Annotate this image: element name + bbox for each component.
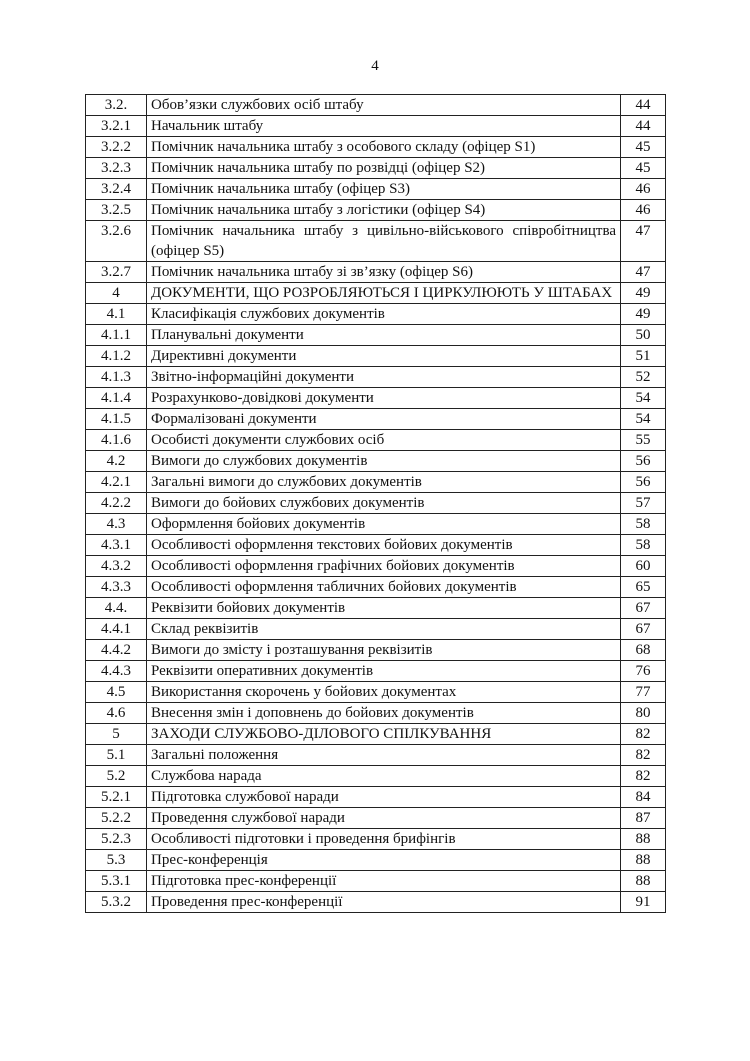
toc-row <box>86 200 666 221</box>
toc-section-number: 3.2.7 <box>86 262 147 283</box>
toc-section-number: 4.4.3 <box>86 661 147 682</box>
toc-section-title: Помічник начальника штабу по розвідці (офіцер S2) <box>147 158 621 179</box>
toc-section-number: 4.5 <box>86 682 147 703</box>
toc-row <box>86 430 666 451</box>
toc-page-number: 57 <box>621 493 666 514</box>
toc-row <box>86 787 666 808</box>
toc-page-number: 44 <box>621 116 666 137</box>
toc-row <box>86 493 666 514</box>
toc-section-number: 5.2 <box>86 766 147 787</box>
toc-section-number: 3.2.1 <box>86 116 147 137</box>
toc-row <box>86 221 666 262</box>
toc-row <box>86 262 666 283</box>
toc-section-title: Особливості оформлення текстових бойових документів <box>147 535 621 556</box>
toc-row <box>86 556 666 577</box>
toc-section-title: Особливості підготовки і проведення брифінгів <box>147 829 621 850</box>
toc-row <box>86 682 666 703</box>
toc-page-number: 50 <box>621 325 666 346</box>
toc-section-title: Помічник начальника штабу зі зв’язку (офіцер S6) <box>147 262 621 283</box>
toc-section-number: 4.1.1 <box>86 325 147 346</box>
toc-page-number: 49 <box>621 283 666 304</box>
toc-section-number: 5.2.2 <box>86 808 147 829</box>
toc-row <box>86 388 666 409</box>
toc-page-number: 49 <box>621 304 666 325</box>
toc-row <box>86 179 666 200</box>
toc-section-title: Використання скорочень у бойових документах <box>147 682 621 703</box>
toc-page-number: 77 <box>621 682 666 703</box>
toc-page-number: 60 <box>621 556 666 577</box>
toc-page-number: 82 <box>621 766 666 787</box>
toc-section-title: Помічник начальника штабу (офіцер S3) <box>147 179 621 200</box>
toc-page-number: 88 <box>621 850 666 871</box>
toc-page-number: 58 <box>621 535 666 556</box>
toc-section-title: Підготовка службової наради <box>147 787 621 808</box>
toc-section-title: Формалізовані документи <box>147 409 621 430</box>
toc-page-number: 47 <box>621 221 666 262</box>
toc-section-number: 5.1 <box>86 745 147 766</box>
toc-section-title: Загальні положення <box>147 745 621 766</box>
toc-section-number: 4.4.1 <box>86 619 147 640</box>
toc-page-number: 54 <box>621 388 666 409</box>
toc-section-title: Розрахунково-довідкові документи <box>147 388 621 409</box>
toc-row <box>86 304 666 325</box>
toc-row <box>86 137 666 158</box>
toc-section-title: Обов’язки службових осіб штабу <box>147 95 621 116</box>
toc-page-number: 55 <box>621 430 666 451</box>
toc-section-title: Начальник штабу <box>147 116 621 137</box>
toc-row <box>86 871 666 892</box>
toc-row <box>86 808 666 829</box>
toc-section-title: Класифікація службових документів <box>147 304 621 325</box>
toc-section-title: Особливості оформлення графічних бойових документів <box>147 556 621 577</box>
toc-section-number: 4.1.6 <box>86 430 147 451</box>
toc-page-number: 67 <box>621 598 666 619</box>
toc-row <box>86 598 666 619</box>
toc-section-number: 4.4.2 <box>86 640 147 661</box>
toc-section-number: 4.2.1 <box>86 472 147 493</box>
toc-section-number: 4.1.2 <box>86 346 147 367</box>
toc-section-title: Реквізити бойових документів <box>147 598 621 619</box>
toc-page-number: 80 <box>621 703 666 724</box>
toc-row <box>86 472 666 493</box>
toc-page-number: 45 <box>621 158 666 179</box>
toc-page-number: 52 <box>621 367 666 388</box>
toc-section-title: Внесення змін і доповнень до бойових документів <box>147 703 621 724</box>
toc-section-title: Проведення службової наради <box>147 808 621 829</box>
toc-row <box>86 724 666 745</box>
toc-section-number: 5.3.1 <box>86 871 147 892</box>
toc-section-title: ЗАХОДИ СЛУЖБОВО-ДІЛОВОГО СПІЛКУВАННЯ <box>147 724 621 745</box>
toc-row <box>86 346 666 367</box>
toc-row <box>86 703 666 724</box>
toc-section-number: 4.1.3 <box>86 367 147 388</box>
toc-page-number: 91 <box>621 892 666 913</box>
toc-section-title: ДОКУМЕНТИ, ЩО РОЗРОБЛЯЮТЬСЯ І ЦИРКУЛЮЮТЬ У ШТАБАХ <box>147 283 621 304</box>
toc-section-title: Загальні вимоги до службових документів <box>147 472 621 493</box>
toc-section-number: 4.1.4 <box>86 388 147 409</box>
toc-section-number: 3.2. <box>86 95 147 116</box>
toc-row <box>86 829 666 850</box>
toc-row <box>86 745 666 766</box>
toc-row <box>86 640 666 661</box>
toc-page-number: 88 <box>621 871 666 892</box>
toc-page-number: 47 <box>621 262 666 283</box>
toc-page-number: 82 <box>621 724 666 745</box>
toc-page-number: 56 <box>621 472 666 493</box>
table-of-contents <box>85 94 666 913</box>
toc-section-number: 5.3.2 <box>86 892 147 913</box>
toc-section-number: 3.2.4 <box>86 179 147 200</box>
toc-section-title: Помічник начальника штабу з логістики (офіцер S4) <box>147 200 621 221</box>
toc-row <box>86 514 666 535</box>
toc-section-title: Звітно-інформаційні документи <box>147 367 621 388</box>
toc-section-number: 5.2.3 <box>86 829 147 850</box>
toc-row <box>86 409 666 430</box>
toc-row <box>86 367 666 388</box>
toc-section-number: 4 <box>86 283 147 304</box>
toc-page-number: 44 <box>621 95 666 116</box>
toc-row <box>86 577 666 598</box>
toc-body <box>86 95 666 913</box>
toc-page-number: 54 <box>621 409 666 430</box>
toc-page-number: 87 <box>621 808 666 829</box>
toc-section-number: 4.3.3 <box>86 577 147 598</box>
toc-section-number: 4.6 <box>86 703 147 724</box>
toc-section-number: 3.2.3 <box>86 158 147 179</box>
toc-section-number: 4.2.2 <box>86 493 147 514</box>
toc-row <box>86 619 666 640</box>
toc-section-title: Проведення прес-конференції <box>147 892 621 913</box>
toc-section-title: Помічник начальника штабу з особового складу (офіцер S1) <box>147 137 621 158</box>
toc-row <box>86 158 666 179</box>
page-number: 4 <box>371 58 379 74</box>
toc-section-title: Підготовка прес-конференції <box>147 871 621 892</box>
toc-page-number: 51 <box>621 346 666 367</box>
toc-section-title: Особливості оформлення табличних бойових документів <box>147 577 621 598</box>
toc-section-title: Помічник начальника штабу з цивільно-військового співробітництва (офіцер S5) <box>147 221 621 262</box>
toc-section-title: Планувальні документи <box>147 325 621 346</box>
toc-page-number: 56 <box>621 451 666 472</box>
toc-row <box>86 850 666 871</box>
toc-row <box>86 892 666 913</box>
toc-row <box>86 661 666 682</box>
toc-section-title: Реквізити оперативних документів <box>147 661 621 682</box>
toc-section-number: 5.3 <box>86 850 147 871</box>
toc-page-number: 68 <box>621 640 666 661</box>
toc-section-title: Склад реквізитів <box>147 619 621 640</box>
toc-section-title: Директивні документи <box>147 346 621 367</box>
toc-section-number: 5.2.1 <box>86 787 147 808</box>
toc-section-number: 4.1 <box>86 304 147 325</box>
toc-section-title: Прес-конференція <box>147 850 621 871</box>
toc-page-number: 65 <box>621 577 666 598</box>
toc-page-number: 46 <box>621 200 666 221</box>
toc-row <box>86 766 666 787</box>
toc-section-number: 4.3.1 <box>86 535 147 556</box>
toc-section-number: 5 <box>86 724 147 745</box>
toc-section-title: Оформлення бойових документів <box>147 514 621 535</box>
toc-section-number: 3.2.2 <box>86 137 147 158</box>
toc-row <box>86 283 666 304</box>
toc-page-number: 67 <box>621 619 666 640</box>
toc-row <box>86 451 666 472</box>
toc-section-number: 4.4. <box>86 598 147 619</box>
toc-page-number: 76 <box>621 661 666 682</box>
toc-row <box>86 95 666 116</box>
toc-row <box>86 325 666 346</box>
toc-section-title: Вимоги до службових документів <box>147 451 621 472</box>
toc-section-title: Вимоги до бойових службових документів <box>147 493 621 514</box>
toc-section-number: 3.2.6 <box>86 221 147 262</box>
toc-section-number: 4.2 <box>86 451 147 472</box>
toc-section-title: Вимоги до змісту і розташування реквізитів <box>147 640 621 661</box>
toc-page-number: 58 <box>621 514 666 535</box>
toc-row <box>86 535 666 556</box>
toc-section-number: 4.1.5 <box>86 409 147 430</box>
toc-section-title: Особисті документи службових осіб <box>147 430 621 451</box>
toc-section-number: 3.2.5 <box>86 200 147 221</box>
toc-page-number: 82 <box>621 745 666 766</box>
toc-page-number: 45 <box>621 137 666 158</box>
toc-page-number: 88 <box>621 829 666 850</box>
toc-page-number: 46 <box>621 179 666 200</box>
toc-section-number: 4.3 <box>86 514 147 535</box>
toc-section-title: Службова нарада <box>147 766 621 787</box>
toc-section-number: 4.3.2 <box>86 556 147 577</box>
toc-row <box>86 116 666 137</box>
toc-page-number: 84 <box>621 787 666 808</box>
